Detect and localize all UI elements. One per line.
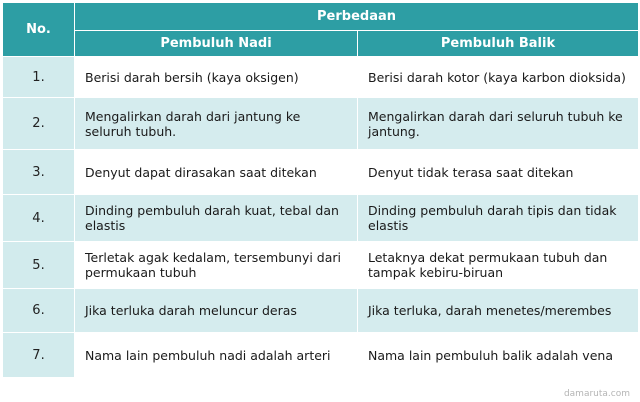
cell-pembuluh-nadi: Jika terluka darah meluncur deras bbox=[75, 289, 358, 333]
table-row bbox=[3, 242, 639, 289]
header-pembuluh-nadi: Pembuluh Nadi bbox=[75, 31, 358, 57]
row-number: 3. bbox=[3, 150, 75, 195]
cell-pembuluh-nadi: Mengalirkan darah dari jantung ke seluruh tubuh. bbox=[75, 98, 358, 150]
cell-pembuluh-nadi: Denyut dapat dirasakan saat ditekan bbox=[75, 150, 358, 195]
cell-pembuluh-nadi: Dinding pembuluh darah kuat, tebal dan elastis bbox=[75, 195, 358, 242]
table-row bbox=[3, 150, 639, 195]
row-number: 1. bbox=[3, 57, 75, 98]
header-pembuluh-balik: Pembuluh Balik bbox=[358, 31, 639, 57]
comparison-table bbox=[2, 2, 639, 378]
header-perbedaan: Perbedaan bbox=[75, 3, 639, 31]
cell-pembuluh-balik: Mengalirkan darah dari seluruh tubuh ke jantung. bbox=[358, 98, 639, 150]
cell-pembuluh-balik: Letaknya dekat permukaan tubuh dan tampak kebiru-biruan bbox=[358, 242, 639, 289]
cell-pembuluh-balik: Berisi darah kotor (kaya karbon dioksida) bbox=[358, 57, 639, 98]
cell-pembuluh-nadi: Berisi darah bersih (kaya oksigen) bbox=[75, 57, 358, 98]
row-number: 4. bbox=[3, 195, 75, 242]
cell-pembuluh-balik: Dinding pembuluh darah tipis dan tidak elastis bbox=[358, 195, 639, 242]
cell-pembuluh-balik: Denyut tidak terasa saat ditekan bbox=[358, 150, 639, 195]
table-row bbox=[3, 98, 639, 150]
watermark: damaruta.com bbox=[563, 389, 630, 399]
cell-pembuluh-balik: Jika terluka, darah menetes/merembes bbox=[358, 289, 639, 333]
table-row bbox=[3, 333, 639, 378]
row-number: 7. bbox=[3, 333, 75, 378]
header-no: No. bbox=[3, 3, 75, 57]
row-number: 6. bbox=[3, 289, 75, 333]
cell-pembuluh-nadi: Terletak agak kedalam, tersembunyi dari permukaan tubuh bbox=[75, 242, 358, 289]
table-row bbox=[3, 289, 639, 333]
row-number: 5. bbox=[3, 242, 75, 289]
table-row bbox=[3, 195, 639, 242]
row-number: 2. bbox=[3, 98, 75, 150]
cell-pembuluh-balik: Nama lain pembuluh balik adalah vena bbox=[358, 333, 639, 378]
table-row bbox=[3, 57, 639, 98]
cell-pembuluh-nadi: Nama lain pembuluh nadi adalah arteri bbox=[75, 333, 358, 378]
